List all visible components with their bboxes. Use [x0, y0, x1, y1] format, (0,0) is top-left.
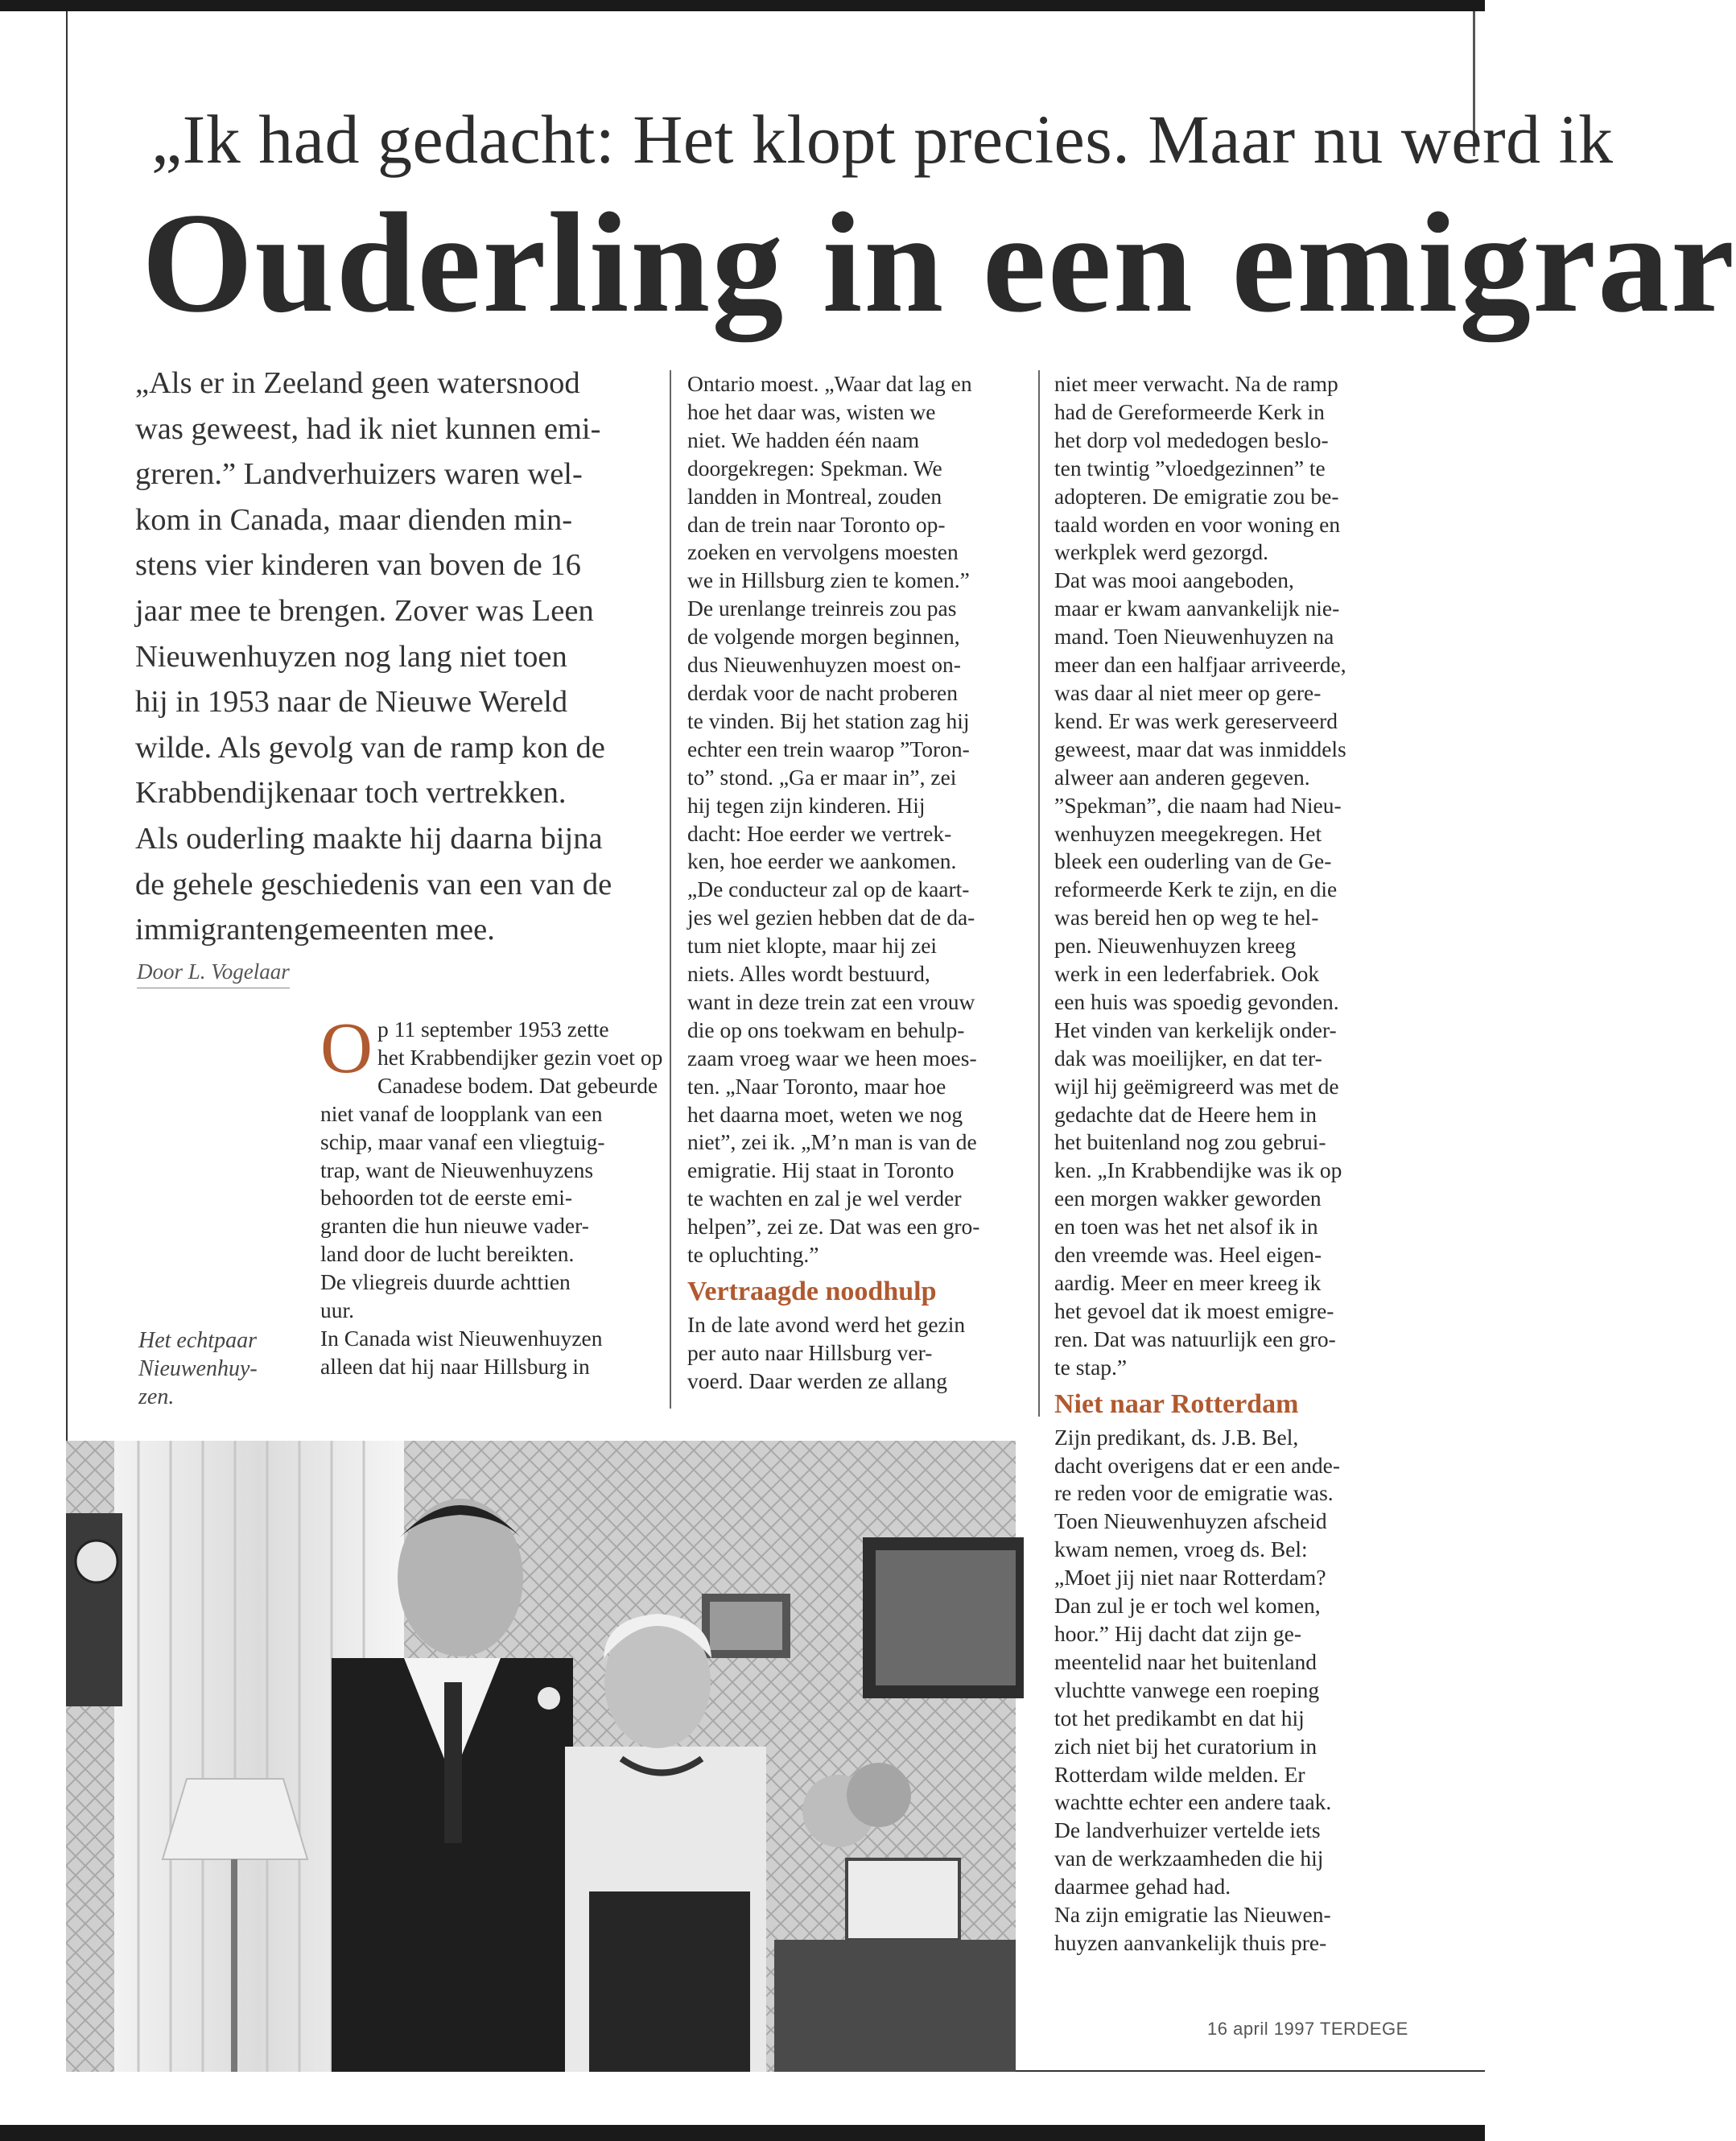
subhead-vertraagde-noodhulp: Vertraagde noodhulp	[687, 1277, 937, 1306]
body-line: granten die hun nieuwe vader-	[320, 1213, 589, 1239]
intro-line: immigrantengemeenten mee.	[135, 913, 495, 947]
body-line: jes wel gezien hebben dat de da-	[687, 905, 975, 930]
body-line: en toen was het net alsof ik in	[1054, 1214, 1318, 1240]
page-footer: 16 april 1997 TERDEGE	[1207, 2019, 1408, 2039]
intro-line: was geweest, had ik niet kunnen emi-	[135, 411, 601, 446]
body-line: van de werkzaamheden die hij	[1054, 1846, 1324, 1871]
body-line: trap, want de Nieuwenhuyzens	[320, 1157, 594, 1182]
body-line: hij tegen zijn kinderen. Hij	[687, 792, 926, 818]
subhead-niet-naar-rotterdam: Niet naar Rotterdam	[1054, 1388, 1299, 1419]
body-line: schip, maar vanaf een vliegtuig-	[320, 1128, 605, 1154]
body-line: kwam nemen, vroeg ds. Bel:	[1054, 1537, 1308, 1562]
intro-line: „Als er in Zeeland geen watersnood	[135, 366, 580, 400]
body-line: landden in Montreal, zouden	[687, 483, 942, 509]
body-line: pen. Nieuwenhuyzen kreeg	[1054, 933, 1297, 959]
body-line: meer dan een halfjaar arriveerde,	[1054, 652, 1346, 678]
body-line: we in Hillsburg zien te komen.”	[687, 567, 970, 593]
intro-line: de gehele geschiedenis van een van de	[135, 867, 612, 901]
body-line: niets. Alles wordt bestuurd,	[687, 961, 930, 987]
body-line: te opluchting.”	[687, 1242, 819, 1268]
body-line: te wachten en zal je wel verder	[687, 1186, 962, 1211]
article-column-1	[320, 1009, 663, 1381]
body-line: land door de lucht bereikten.	[320, 1241, 575, 1267]
body-line: te vinden. Bij het station zag hij	[687, 707, 970, 733]
body-line: werk in een lederfabriek. Ook	[1054, 961, 1320, 987]
byline: Door L. Vogelaar	[137, 959, 290, 988]
body-line: niet”, zei ik. „M’n man is van de	[687, 1129, 977, 1155]
body-line: dacht: Hoe eerder we vertrek-	[687, 820, 952, 846]
kicker: „Ik had gedacht: Het klopt precies. Maar nu werd ik	[151, 101, 1614, 178]
body-line: De urenlange treinreis zou pas	[687, 596, 957, 621]
couple-photo	[66, 1441, 1016, 2072]
headline: Ouderling in een emigrar	[142, 183, 1736, 342]
body-line: daarmee gehad had.	[1054, 1874, 1231, 1900]
intro-line: Als ouderling maakte hij daarna bijna	[135, 821, 603, 856]
body-line: ken. „In Krabbendijke was ik op	[1054, 1157, 1342, 1183]
intro-line: hij in 1953 naar de Nieuwe Wereld	[135, 685, 568, 720]
intro-line: jaar mee te brengen. Zover was Leen	[135, 593, 594, 628]
body-line: to” stond. „Ga er maar in”, zei	[687, 764, 957, 790]
intro-line: stens vier kinderen van boven de 16	[135, 548, 581, 583]
body-line: tum niet klopte, maar hij zei	[687, 933, 938, 959]
top-border	[0, 0, 1485, 11]
body-line: Dat was mooi aangeboden,	[1054, 567, 1294, 593]
body-line: vluchtte vanwege een roeping	[1054, 1677, 1320, 1702]
body-line: zich niet bij het curatorium in	[1054, 1733, 1317, 1759]
body-line: Zijn predikant, ds. J.B. Bel,	[1054, 1424, 1299, 1450]
body-line: werkplek werd gezorgd.	[1054, 539, 1268, 565]
body-line: een huis was spoedig gevonden.	[1054, 988, 1339, 1014]
body-line: ken, hoe eerder we aankomen.	[687, 848, 957, 874]
body-line: huyzen aanvankelijk thuis pre-	[1054, 1929, 1327, 1955]
body-line: het buitenland nog zou gebrui-	[1054, 1129, 1326, 1155]
body-line: maar er kwam aanvankelijk nie-	[1054, 596, 1340, 621]
body-line: helpen”, zei ze. Dat was een gro-	[687, 1214, 980, 1240]
body-line: geweest, maar dat was inmiddels	[1054, 736, 1346, 761]
article-column-2	[687, 370, 1025, 1396]
body-line: reformeerde Kerk te zijn, en die	[1054, 877, 1338, 902]
article-column-3	[1054, 370, 1392, 1957]
body-line: Dan zul je er toch wel komen,	[1054, 1593, 1321, 1619]
body-line: „Moet jij niet naar Rotterdam?	[1054, 1565, 1326, 1590]
body-line: den vreemde was. Heel eigen-	[1054, 1242, 1322, 1268]
intro-line: Nieuwenhuyzen nog lang niet toen	[135, 639, 567, 674]
body-line: dak was moeilijker, en dat ter-	[1054, 1045, 1322, 1070]
body-line: kend. Er was werk gereserveerd	[1054, 707, 1338, 733]
intro-lead	[135, 361, 666, 953]
intro-line: Krabbendijkenaar toch vertrekken.	[135, 776, 567, 811]
body-line: dus Nieuwenhuyzen moest on-	[687, 652, 961, 678]
body-line: wijl hij geëmigreerd was met de	[1054, 1073, 1339, 1099]
body-line: was bereid hen op weg te hel-	[1054, 905, 1319, 930]
body-line: In de late avond werd het gezin	[687, 1312, 966, 1337]
body-line: was daar al niet meer op gere-	[1054, 679, 1322, 705]
body-line: „De conducteur zal op de kaart-	[687, 877, 970, 902]
body-line: doorgekregen: Spekman. We	[687, 455, 942, 481]
intro-line: kom in Canada, maar dienden min-	[135, 502, 573, 537]
body-line: te stap.”	[1054, 1354, 1128, 1380]
body-line: het gevoel dat ik moest emigre-	[1054, 1297, 1334, 1323]
body-line: Rotterdam wilde melden. Er	[1054, 1761, 1305, 1787]
body-line: taald worden en voor woning en	[1054, 511, 1341, 537]
caption-line: Nieuwenhuy-	[138, 1356, 258, 1381]
body-line: ”Spekman”, die naam had Nieu-	[1054, 792, 1342, 818]
body-line: dacht overigens dat er een ande-	[1054, 1452, 1341, 1478]
drop-cap: O	[320, 1009, 373, 1088]
photo-caption	[138, 1326, 299, 1411]
body-line: wenhuyzen meegekregen. Het	[1054, 820, 1322, 846]
body-line: Canadese bodem. Dat gebeurde	[377, 1072, 658, 1098]
body-line: het daarna moet, weten we nog	[687, 1101, 963, 1127]
caption-line: Het echtpaar	[138, 1328, 257, 1353]
body-line: derdak voor de nacht proberen	[687, 679, 958, 705]
body-line: Na zijn emigratie las Nieuwen-	[1054, 1902, 1331, 1928]
body-line: zaam vroeg waar we heen moes-	[687, 1045, 977, 1070]
body-line: voerd. Daar werden ze allang	[687, 1368, 947, 1393]
body-line: het dorp vol mededogen beslo-	[1054, 427, 1329, 452]
body-line: de volgende morgen beginnen,	[687, 624, 960, 650]
body-line: alleen dat hij naar Hillsburg in	[320, 1353, 590, 1379]
body-line: adopteren. De emigratie zou be-	[1054, 483, 1339, 509]
body-line: had de Gereformeerde Kerk in	[1054, 398, 1325, 424]
body-line: alweer aan anderen gegeven.	[1054, 764, 1310, 790]
body-line: ten twintig ”vloedgezinnen” te	[1054, 455, 1326, 481]
body-line: Ontario moest. „Waar dat lag en	[687, 371, 972, 396]
body-line: p 11 september 1953 zette	[377, 1017, 609, 1042]
body-line: die op ons toekwam en behulp-	[687, 1017, 965, 1042]
column-rule-2	[1038, 370, 1040, 1417]
body-line: behoorden tot de eerste emi-	[320, 1185, 573, 1211]
body-line: uur.	[320, 1297, 355, 1323]
body-line: In Canada wist Nieuwenhuyzen	[320, 1325, 603, 1351]
body-line: meentelid naar het buitenland	[1054, 1648, 1317, 1674]
column-rule-1	[670, 370, 671, 1409]
body-line: zoeken en vervolgens moesten	[687, 539, 959, 565]
body-line: dan de trein naar Toronto op-	[687, 511, 946, 537]
body-line: ten. „Naar Toronto, maar hoe	[687, 1073, 946, 1099]
body-line: emigratie. Hij staat in Toronto	[687, 1157, 955, 1183]
body-line: tot het predikambt en dat hij	[1054, 1705, 1305, 1731]
body-line: per auto naar Hillsburg ver-	[687, 1339, 933, 1365]
body-line: bleek een ouderling van de Ge-	[1054, 848, 1332, 874]
body-line: hoor.” Hij dacht dat zijn ge-	[1054, 1620, 1301, 1646]
body-line: Het vinden van kerkelijk onder-	[1054, 1017, 1337, 1042]
body-line: De vliegreis duurde achttien	[320, 1269, 571, 1295]
body-line: niet. We hadden één naam	[687, 427, 920, 452]
body-line: gedachte dat de Heere hem in	[1054, 1101, 1317, 1127]
intro-line: greren.” Landverhuizers waren wel-	[135, 457, 583, 492]
body-line: echter een trein waarop ”Toron-	[687, 736, 970, 761]
body-line: Toen Nieuwenhuyzen afscheid	[1054, 1508, 1327, 1534]
body-line: niet vanaf de loopplank van een	[320, 1100, 603, 1126]
body-line: niet meer verwacht. Na de ramp	[1054, 371, 1338, 396]
body-line: mand. Toen Nieuwenhuyzen na	[1054, 624, 1334, 650]
body-line: het Krabbendijker gezin voet op	[377, 1044, 663, 1070]
body-line: ren. Dat was natuurlijk een gro-	[1054, 1326, 1336, 1351]
caption-line: zen.	[138, 1384, 175, 1409]
body-line: hoe het daar was, wisten we	[687, 398, 936, 424]
bottom-border	[0, 2125, 1485, 2141]
body-line: De landverhuizer vertelde iets	[1054, 1817, 1321, 1843]
intro-line: wilde. Als gevolg van de ramp kon de	[135, 730, 605, 765]
body-line: aardig. Meer en meer kreeg ik	[1054, 1270, 1322, 1295]
body-line: want in deze trein zat een vrouw	[687, 988, 975, 1014]
body-line: re reden voor de emigratie was.	[1054, 1480, 1334, 1506]
body-line: een morgen wakker geworden	[1054, 1186, 1322, 1211]
body-line: wachtte echter een andere taak.	[1054, 1789, 1332, 1815]
